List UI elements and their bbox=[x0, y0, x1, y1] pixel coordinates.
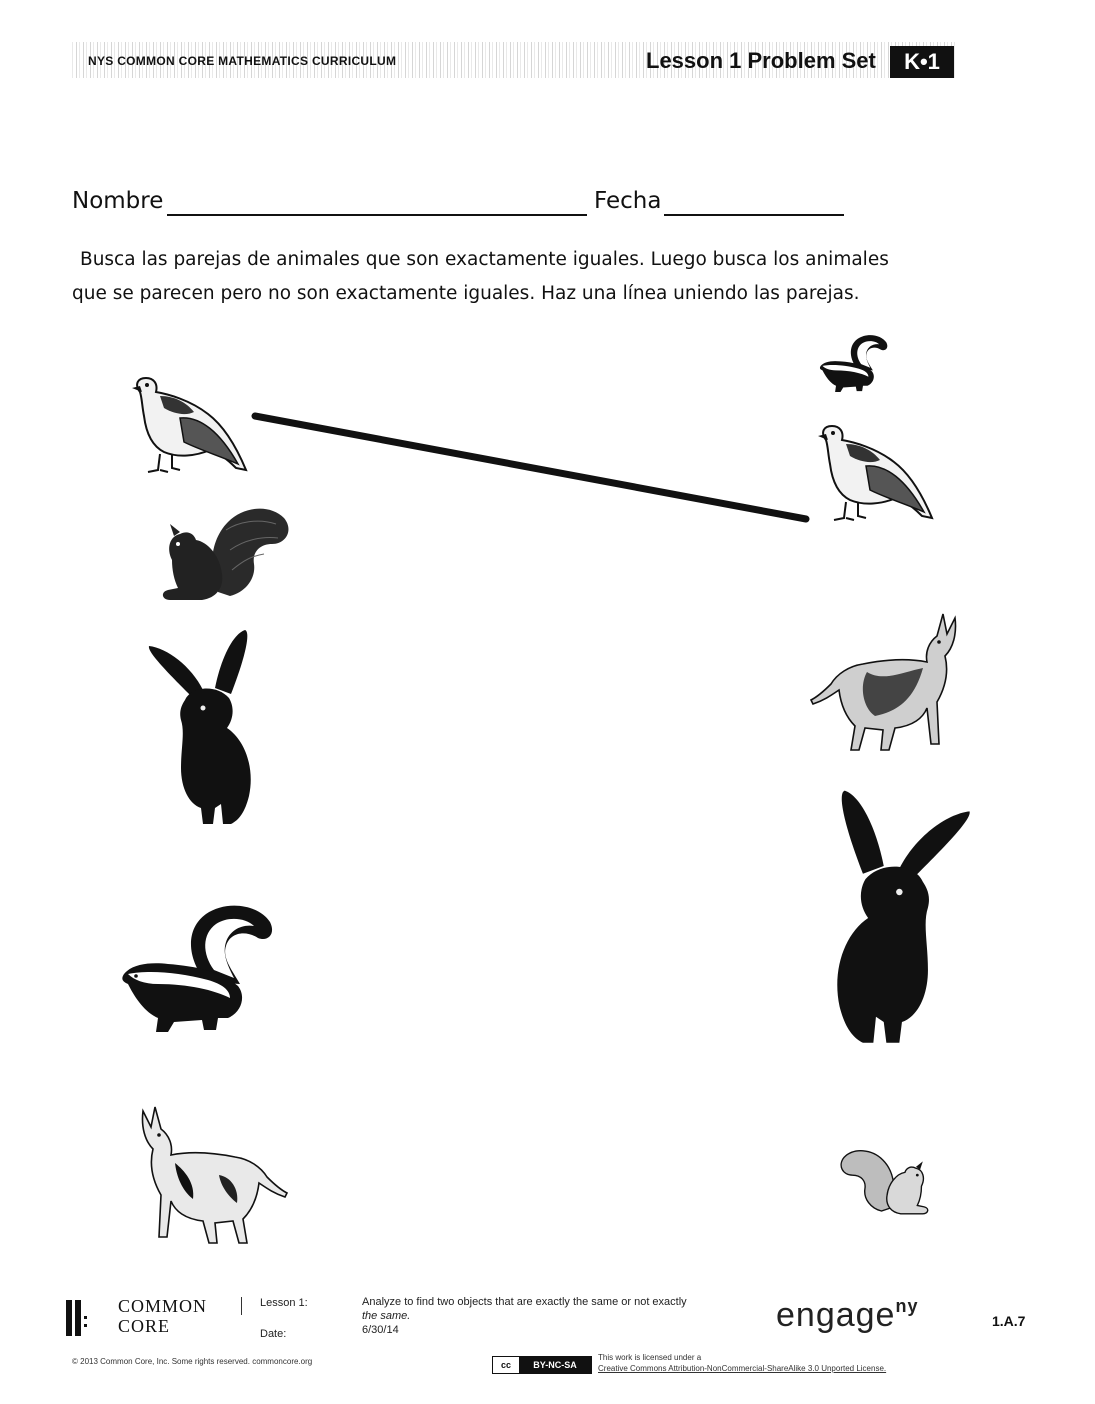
instructions-line-1: Busca las parejas de animales que son exactamente iguales. Luego busca los animales bbox=[80, 249, 889, 270]
engageny-logo bbox=[776, 1296, 918, 1335]
ny-superscript: ny bbox=[895, 1296, 919, 1316]
instructions-line-2: que se parecen pero no son exactamente iguales. Haz una línea uniendo las parejas. bbox=[72, 283, 860, 304]
right-pigeon-icon[interactable] bbox=[806, 420, 936, 525]
left-pigeon-icon[interactable] bbox=[120, 372, 250, 477]
right-skunk-icon[interactable] bbox=[818, 332, 890, 394]
footer-description-line-2: the same. bbox=[362, 1310, 411, 1322]
cc-icon: cc bbox=[493, 1357, 519, 1373]
lesson-title: Lesson 1 Problem Set bbox=[646, 48, 876, 73]
license-link[interactable]: Creative Commons Attribution-NonCommercial-ShareAlike 3.0 Unported License. bbox=[598, 1364, 887, 1373]
engage-word: engage bbox=[776, 1296, 896, 1334]
logo-line-1: COMMON bbox=[118, 1296, 208, 1316]
footer-description-line-1: Analyze to find two objects that are exactly the same or not exactly bbox=[362, 1296, 687, 1308]
footer-lesson-label: Lesson 1: bbox=[260, 1297, 308, 1309]
logo-line-2: CORE bbox=[118, 1316, 171, 1336]
name-label: Nombre bbox=[72, 188, 164, 214]
license-line-1: This work is licensed under a bbox=[598, 1353, 702, 1362]
footer-date: 6/30/14 bbox=[362, 1324, 399, 1336]
common-core-logo-icon bbox=[66, 1300, 106, 1336]
right-squirrel-icon[interactable] bbox=[838, 1132, 938, 1230]
cc-license-type: BY-NC-SA bbox=[519, 1357, 591, 1373]
footer-separator bbox=[241, 1297, 242, 1315]
date-field[interactable] bbox=[664, 214, 844, 216]
creative-commons-badge bbox=[492, 1356, 592, 1374]
copyright: © 2013 Common Core, Inc. Some rights reserved. commoncore.org bbox=[72, 1357, 313, 1366]
page-number: 1.A.7 bbox=[992, 1313, 1026, 1329]
instructions bbox=[72, 243, 972, 311]
module-badge: K•1 bbox=[890, 46, 954, 78]
logo-wordmark bbox=[118, 1296, 207, 1336]
right-rabbit-icon[interactable] bbox=[800, 788, 1000, 1048]
left-skunk-icon[interactable] bbox=[118, 900, 278, 1035]
right-dog-icon[interactable] bbox=[808, 612, 963, 752]
curriculum-title: NYS COMMON CORE MATHEMATICS CURRICULUM bbox=[88, 54, 397, 68]
left-rabbit-icon[interactable] bbox=[145, 628, 260, 828]
left-dog-icon[interactable] bbox=[135, 1105, 290, 1245]
date-label: Fecha bbox=[594, 188, 662, 214]
name-field[interactable] bbox=[167, 214, 587, 216]
footer-description bbox=[362, 1295, 762, 1337]
footer-date-label: Date: bbox=[260, 1328, 287, 1340]
license-text bbox=[598, 1352, 886, 1374]
left-squirrel-icon[interactable] bbox=[148, 500, 293, 605]
